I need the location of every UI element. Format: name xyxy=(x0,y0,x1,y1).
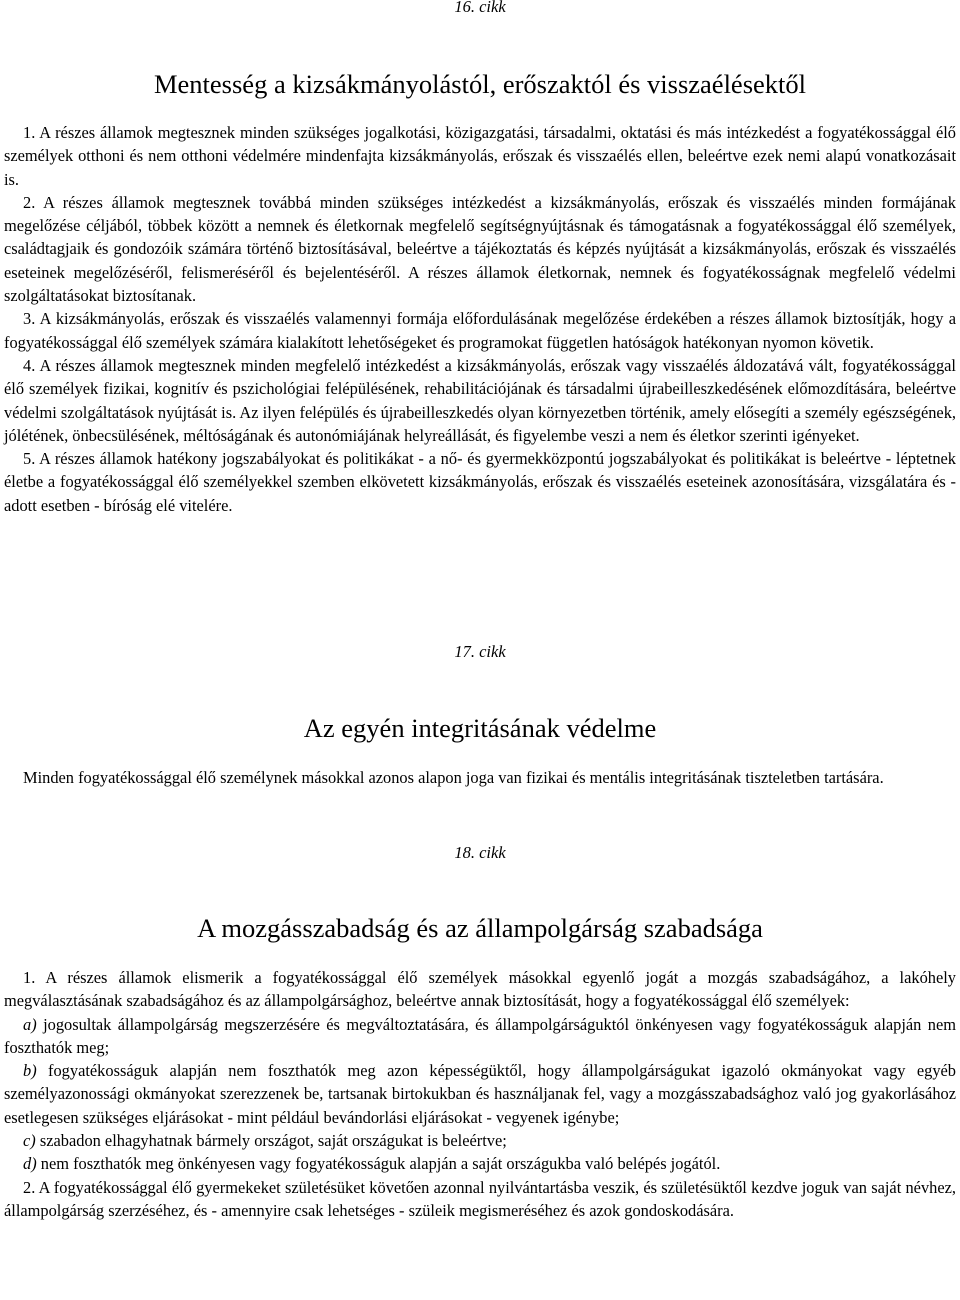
article-16-number: 16. cikk xyxy=(454,0,506,16)
article-16-paragraph-3: 3. A kizsákmányolás, erőszak és visszaélés valamennyi formája előfordulásának megelőzése érdekében a részes államok biztosítják, hogy a fogyatékossággal élő személyek számára kialakított lehetőségeket és programokat független hatóságok hatékonyan nyomon követik. xyxy=(4,309,956,352)
list-text-c: szabadon elhagyhatnak bármely országot, saját országukat is beleértve; xyxy=(39,1131,507,1151)
article-18-paragraph-2: 2. A fogyatékossággal élő gyermekeket születésüket követően azonnal nyilvántartásba veszik, és születésüktől kezdve joguk van saját névhez, állampolgárság szerzéséhez, és - amennyire csak lehetséges - szüleik megismeréséhez és azok gondoskodására. xyxy=(4,1177,956,1220)
article-18-number: 18. cikk xyxy=(454,843,506,862)
article-17-body xyxy=(4,766,956,789)
article-16-paragraph-2: 2. A részes államok megtesznek továbbá minden szükséges intézkedést a kizsákmányolás, erőszak és visszaélés minden formájának megelőzése céljából, többek között a nemnek és életkornak megfelelő segítségnyújtásnak és támogatásnak a fogyatékossággal élő személyek, családtagjaik és gondozóik számára történő biztosításával, beleértve a tájékoztatás és képzés nyújtását a kizsákmányolás, erőszak és visszaélés eseteinek megelőzéséről, felismeréséről és bejelentéséről. A részes államok életkornak, nemnek és fogyatékosságnak megfelelő védelmi szolgáltatásokat biztosítanak. xyxy=(4,192,956,306)
article-16-body xyxy=(4,121,956,517)
article-16-paragraph-4: 4. A részes államok megtesznek minden megfelelő intézkedést a kizsákmányolás, erőszak vagy visszaélés áldozatává vált, fogyatékossággal élő személyek fizikai, kognitív és pszichológiai felépülésének, rehabilitációjának és társadalmi újrabeilleszkedésének előmozdítására, beleértve védelmi szolgáltatások nyújtását is. Az ilyen felépülés és újrabeilleszkedés olyan környezetben történik, amely elősegíti a személy egészségének, jólétének, önbecsülésének, méltóságának és autonómiájának helyreállását, és figyelembe veszi a nem és életkor szerinti igényeket. xyxy=(4,355,956,445)
article-17-paragraph-1: Minden fogyatékossággal élő személynek másokkal azonos alapon joga van fizikai és mentális integritásának tiszteletben tartására. xyxy=(23,768,884,787)
article-17-number: 17. cikk xyxy=(454,642,506,661)
list-label-b: b) xyxy=(23,1061,37,1081)
article-18-body xyxy=(4,966,956,1222)
list-item-c xyxy=(4,1129,956,1152)
article-16-paragraph-1: 1. A részes államok megtesznek minden szükséges jogalkotási, közigazgatási, társadalmi, oktatási és más intézkedést a fogyatékossággal élő személyek otthoni és nem otthoni védelmére mindenfajta kizsákmányolás, erőszak és visszaélés ellen, beleértve ezek nemi alapú vonatkozásait is. xyxy=(4,123,956,189)
list-label-c: c) xyxy=(23,1131,36,1151)
article-17-title: Az egyén integritásának védelme xyxy=(303,713,657,743)
list-text-b: fogyatékosságuk alapján nem foszthatók meg azon képességüktől, hogy állampolgárságukat igazoló okmányokat vagy egyéb személyazonossági okmányokat szerezzenek be, tartsanak birtokukban és használjanak fel, vagy a mozgásszabadsághoz való jog gyakorlásához esetlegesen szükséges eljárásokat - mint például bevándorlási eljárásokat - vegyenek igénybe; xyxy=(4,1061,956,1127)
list-item-a xyxy=(4,1013,956,1060)
article-16-paragraph-5: 5. A részes államok hatékony jogszabályokat és politikákat - a nő- és gyermekközpontú jogszabályokat és politikákat is beleértve - léptetnek életbe a fogyatékossággal élő személyekkel szemben elkövetett kizsákmányolás, erőszak és visszaélés eseteinek azonosítására, vizsgálatára és - adott esetben - bíróság elé vitelére. xyxy=(4,449,956,515)
list-item-d xyxy=(4,1152,956,1175)
article-18-paragraph-1: 1. A részes államok elismerik a fogyatékossággal élő személyek másokkal egyenlő jogát a mozgás szabadságához, a lakóhely megválasztásának szabadságához és az állampolgársághoz, beleértve annak biztosítását, hogy a fogyatékossággal élő személyek: xyxy=(4,968,956,1011)
article-18-title: A mozgásszabadság és az állampolgárság szabadsága xyxy=(197,913,763,943)
list-text-d: nem foszthatók meg önkényesen vagy fogyatékosságuk alapján a saját országukba való belépés jogától. xyxy=(40,1154,721,1174)
list-item-b xyxy=(4,1059,956,1129)
list-label-a: a) xyxy=(23,1014,37,1034)
list-text-a: jogosultak állampolgárság megszerzésére és megváltoztatására, és állampolgárságuktól önkényesen vagy fogyatékosságuk alapján nem foszthatók meg; xyxy=(4,1014,956,1057)
list-label-d: d) xyxy=(23,1154,37,1174)
article-16-title: Mentesség a kizsákmányolástól, erőszaktól és visszaélésektől xyxy=(153,69,806,99)
